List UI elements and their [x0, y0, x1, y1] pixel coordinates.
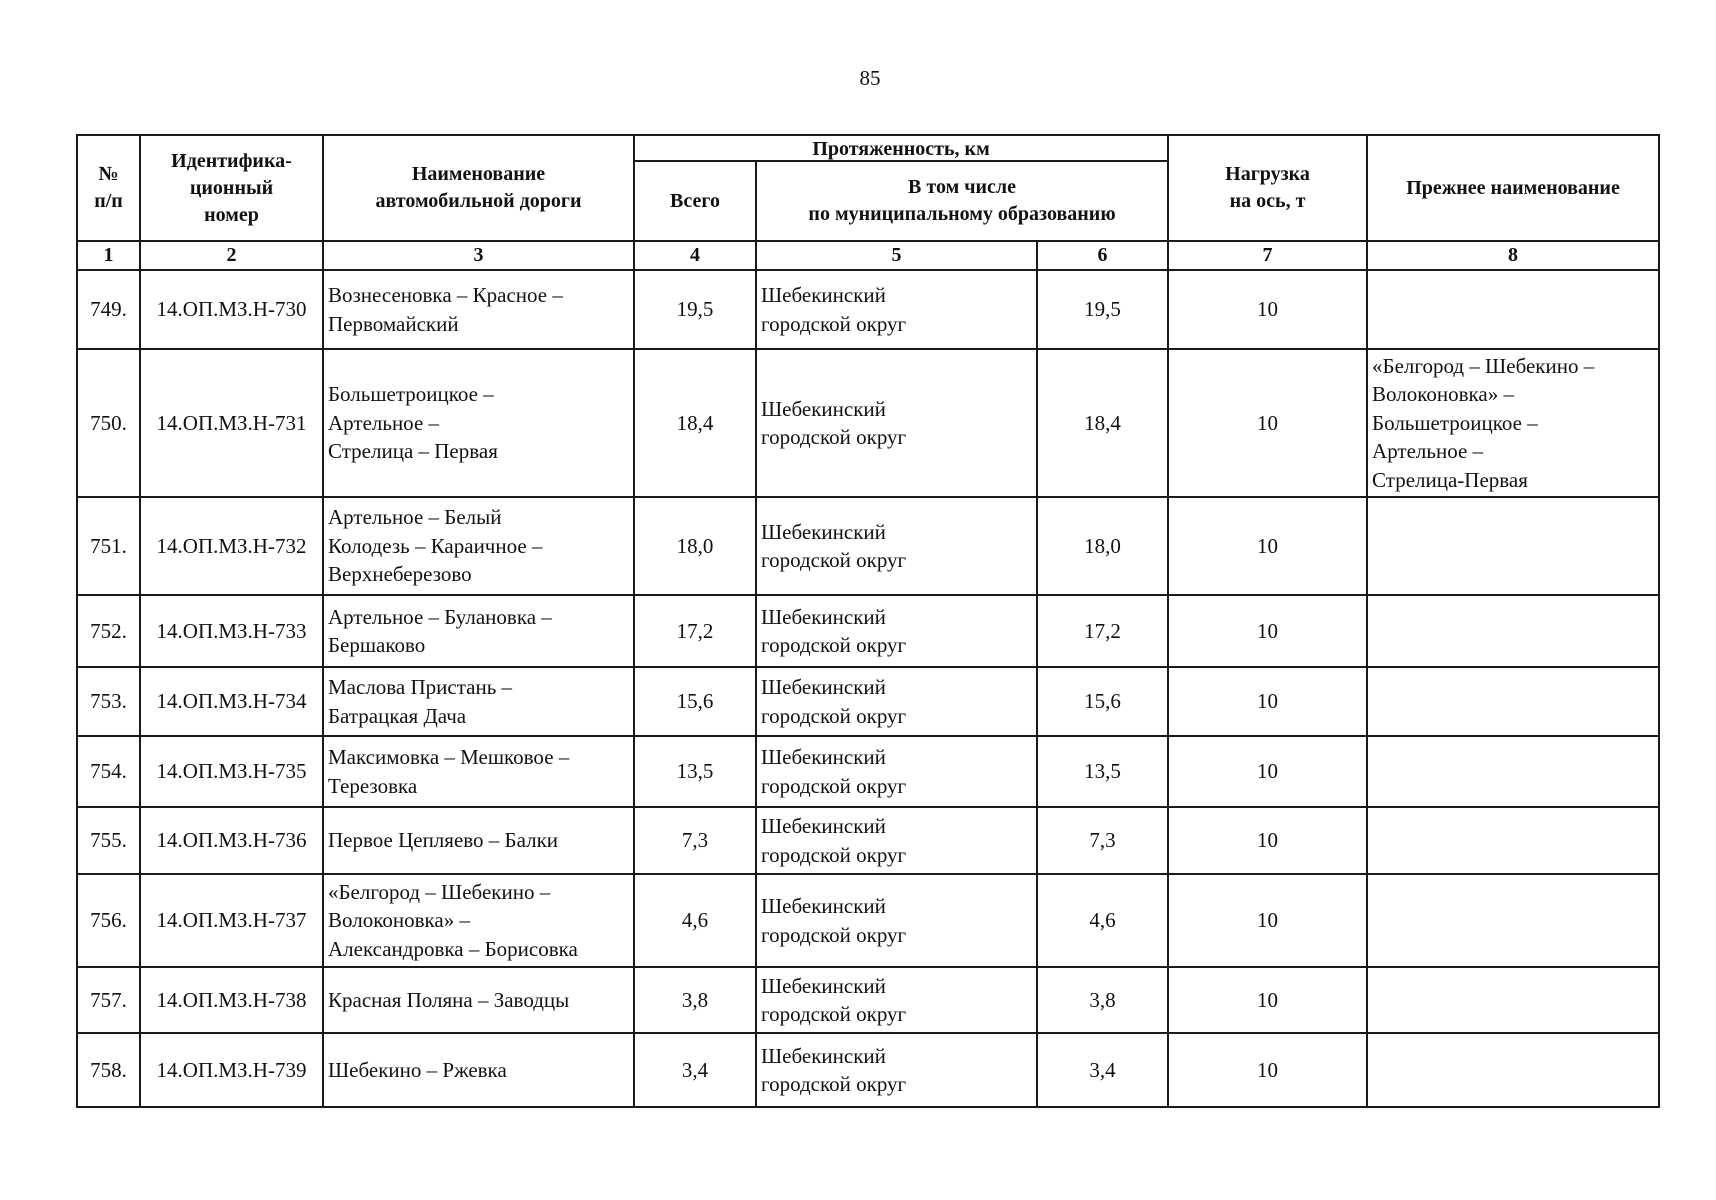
row-axle-load: 10	[1168, 807, 1367, 874]
column-number: 7	[1168, 241, 1367, 270]
row-municipal-km: 13,5	[1037, 736, 1168, 807]
row-identifier: 14.ОП.МЗ.Н-738	[140, 967, 323, 1033]
row-former-name	[1367, 807, 1659, 874]
row-road-name: Красная Поляна – Заводцы	[323, 967, 634, 1033]
table-row	[77, 874, 1659, 967]
row-former-name	[1367, 667, 1659, 736]
row-number: 749.	[77, 270, 140, 349]
table-row	[77, 595, 1659, 667]
header-total: Всего	[634, 161, 756, 241]
row-identifier: 14.ОП.МЗ.Н-732	[140, 497, 323, 595]
row-identifier: 14.ОП.МЗ.Н-735	[140, 736, 323, 807]
table-row	[77, 736, 1659, 807]
row-number: 758.	[77, 1033, 140, 1107]
row-municipality: Шебекинский городской округ	[756, 595, 1037, 667]
row-total-km: 7,3	[634, 807, 756, 874]
row-road-name: «Белгород – Шебекино – Волоконовка» – Александровка – Борисовка	[323, 874, 634, 967]
row-municipality: Шебекинский городской округ	[756, 667, 1037, 736]
column-number: 8	[1367, 241, 1659, 270]
row-axle-load: 10	[1168, 967, 1367, 1033]
row-municipality: Шебекинский городской округ	[756, 967, 1037, 1033]
row-municipality: Шебекинский городской округ	[756, 270, 1037, 349]
row-municipal-km: 4,6	[1037, 874, 1168, 967]
table-row	[77, 497, 1659, 595]
header-axle-load: Нагрузка на ось, т	[1168, 135, 1367, 241]
row-axle-load: 10	[1168, 1033, 1367, 1107]
row-identifier: 14.ОП.МЗ.Н-739	[140, 1033, 323, 1107]
row-former-name	[1367, 1033, 1659, 1107]
table-row	[77, 807, 1659, 874]
row-identifier: 14.ОП.МЗ.Н-736	[140, 807, 323, 874]
row-total-km: 18,0	[634, 497, 756, 595]
row-municipality: Шебекинский городской округ	[756, 349, 1037, 497]
row-former-name	[1367, 270, 1659, 349]
table-row	[77, 270, 1659, 349]
row-municipal-km: 3,4	[1037, 1033, 1168, 1107]
row-municipality: Шебекинский городской округ	[756, 874, 1037, 967]
row-municipal-km: 15,6	[1037, 667, 1168, 736]
row-axle-load: 10	[1168, 349, 1367, 497]
row-axle-load: 10	[1168, 736, 1367, 807]
roads-table	[76, 134, 1660, 1108]
row-total-km: 3,4	[634, 1033, 756, 1107]
row-total-km: 19,5	[634, 270, 756, 349]
row-axle-load: 10	[1168, 667, 1367, 736]
row-identifier: 14.ОП.МЗ.Н-731	[140, 349, 323, 497]
header-identifier: Идентифика- ционный номер	[140, 135, 323, 241]
row-number: 751.	[77, 497, 140, 595]
table-row	[77, 1033, 1659, 1107]
row-axle-load: 10	[1168, 270, 1367, 349]
row-road-name: Шебекино – Ржевка	[323, 1033, 634, 1107]
row-municipality: Шебекинский городской округ	[756, 1033, 1037, 1107]
row-total-km: 15,6	[634, 667, 756, 736]
header-municipal: В том числе по муниципальному образованию	[756, 161, 1168, 241]
row-road-name: Вознесеновка – Красное – Первомайский	[323, 270, 634, 349]
row-municipal-km: 19,5	[1037, 270, 1168, 349]
row-municipal-km: 18,4	[1037, 349, 1168, 497]
row-total-km: 3,8	[634, 967, 756, 1033]
row-road-name: Артельное – Булановка – Бершаково	[323, 595, 634, 667]
column-number: 5	[756, 241, 1037, 270]
row-municipal-km: 17,2	[1037, 595, 1168, 667]
row-road-name: Артельное – Белый Колодезь – Караичное – Верхнеберезово	[323, 497, 634, 595]
row-road-name: Первое Цепляево – Балки	[323, 807, 634, 874]
row-identifier: 14.ОП.МЗ.Н-730	[140, 270, 323, 349]
row-former-name	[1367, 497, 1659, 595]
row-number: 757.	[77, 967, 140, 1033]
column-numbers-row	[77, 241, 1659, 270]
row-number: 756.	[77, 874, 140, 967]
row-former-name: «Белгород – Шебекино – Волоконовка» – Большетроицкое – Артельное – Стрелица-Первая	[1367, 349, 1659, 497]
row-municipality: Шебекинский городской округ	[756, 736, 1037, 807]
row-total-km: 17,2	[634, 595, 756, 667]
column-number: 4	[634, 241, 756, 270]
row-number: 752.	[77, 595, 140, 667]
row-identifier: 14.ОП.МЗ.Н-737	[140, 874, 323, 967]
column-number: 3	[323, 241, 634, 270]
row-axle-load: 10	[1168, 595, 1367, 667]
row-municipal-km: 3,8	[1037, 967, 1168, 1033]
row-former-name	[1367, 736, 1659, 807]
row-former-name	[1367, 874, 1659, 967]
table-row	[77, 667, 1659, 736]
row-municipality: Шебекинский городской округ	[756, 807, 1037, 874]
row-total-km: 13,5	[634, 736, 756, 807]
column-number: 6	[1037, 241, 1168, 270]
header-length: Протяженность, км	[634, 135, 1168, 161]
row-municipal-km: 18,0	[1037, 497, 1168, 595]
row-number: 754.	[77, 736, 140, 807]
row-road-name: Большетроицкое – Артельное – Стрелица – Первая	[323, 349, 634, 497]
header-number: № п/п	[77, 135, 140, 241]
row-identifier: 14.ОП.МЗ.Н-733	[140, 595, 323, 667]
header-former-name: Прежнее наименование	[1367, 135, 1659, 241]
column-number: 1	[77, 241, 140, 270]
row-number: 750.	[77, 349, 140, 497]
row-number: 755.	[77, 807, 140, 874]
row-road-name: Маслова Пристань – Батрацкая Дача	[323, 667, 634, 736]
header-road-name: Наименование автомобильной дороги	[323, 135, 634, 241]
row-total-km: 18,4	[634, 349, 756, 497]
row-number: 753.	[77, 667, 140, 736]
row-municipality: Шебекинский городской округ	[756, 497, 1037, 595]
row-municipal-km: 7,3	[1037, 807, 1168, 874]
row-axle-load: 10	[1168, 497, 1367, 595]
row-identifier: 14.ОП.МЗ.Н-734	[140, 667, 323, 736]
row-former-name	[1367, 595, 1659, 667]
row-total-km: 4,6	[634, 874, 756, 967]
row-road-name: Максимовка – Мешковое – Терезовка	[323, 736, 634, 807]
row-axle-load: 10	[1168, 874, 1367, 967]
table-row	[77, 967, 1659, 1033]
column-number: 2	[140, 241, 323, 270]
table-row	[77, 349, 1659, 497]
page-number: 85	[859, 66, 881, 90]
row-former-name	[1367, 967, 1659, 1033]
